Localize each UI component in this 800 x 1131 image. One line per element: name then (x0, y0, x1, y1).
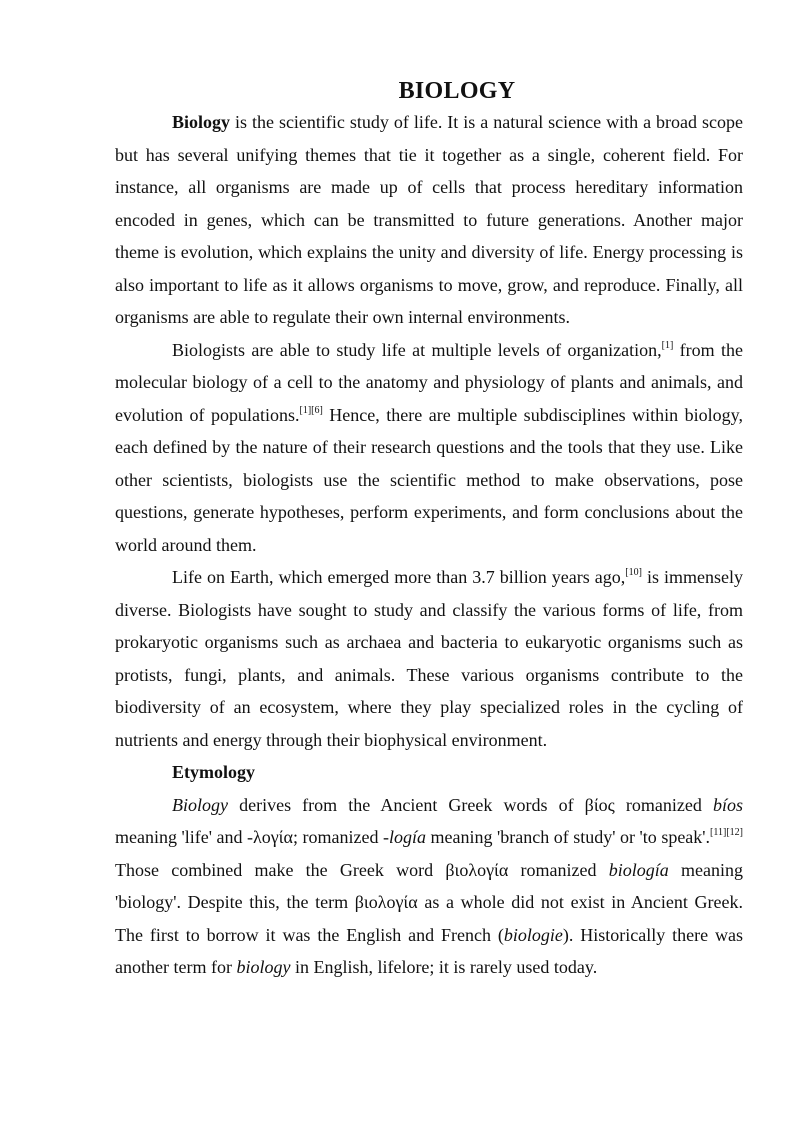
paragraph-text: meaning 'biology'. Despite this, the term βιολογία as a whole did not exist in Ancient Greek. The first to borrow it was the English and French ( (115, 859, 744, 945)
paragraph-text: is immensely diverse. Biologists have sought to study and classify the various forms of life, from prokaryotic organisms such as archaea and bacteria to eukaryotic organisms such as protists, fungi, plants, and animals. These various organisms contribute to the biodiversity of an ecosystem, where they play specialized roles in the cycling of nutrients and energy through their biophysical environment. (115, 567, 743, 750)
italic-term: biology (236, 957, 291, 977)
paragraph-intro (115, 106, 743, 334)
citation-ref[interactable]: [11][12] (710, 827, 743, 838)
citation-ref[interactable]: [1][6] (299, 404, 323, 416)
paragraph-levels (115, 334, 743, 562)
paragraph-text: ). Historically there was another term for (115, 924, 744, 977)
paragraph-etymology (115, 789, 743, 984)
document-page (115, 76, 743, 984)
paragraph-text: Life on Earth, which emerged more than 3.7 billion years ago, (172, 567, 626, 587)
italic-term: biología (608, 859, 669, 880)
paragraph-text: is the scientific study of life. It is a natural science with a broad scope but has several unifying themes that tie it together as a single, coherent field. For instance, all organisms are made up of cells that process hereditary information encoded in genes, which can be transmitted to future generations. Another major theme is evolution, which explains the unity and diversity of life. Energy processing is also important to life as it allows organisms to move, grow, and reproduce. Finally, all organisms are able to regulate their own internal environments. (115, 112, 743, 327)
paragraph-text: Those combined make the Greek word βιολογία romanized (115, 859, 609, 880)
italic-term: biologie (503, 924, 563, 945)
document-title: BIOLOGY (398, 78, 516, 104)
paragraph-text: Hence, there are multiple subdisciplines within biology, each defined by the nature of their research questions and the tools that they use. Like other scientists, biologists use the scientific method to make observations, pose questions, generate hypotheses, perform experiments, and form conclusions about the world around them. (115, 404, 744, 555)
term-biology: Biology (172, 112, 231, 132)
paragraph-text: derives from the Ancient Greek words of βίος romanized (228, 794, 713, 815)
italic-term: Biology (172, 794, 228, 815)
paragraph-text: in English, lifelore; it is rarely used today. (290, 957, 598, 977)
citation-ref[interactable]: [10] (625, 567, 642, 578)
paragraph-text: meaning 'branch of study' or 'to speak'. (425, 827, 711, 847)
paragraph-text: Biologists are able to study life at multiple levels of organization, (172, 339, 662, 360)
paragraph-text: meaning 'life' and -λογία; romanized - (115, 827, 389, 847)
italic-term: bíos (712, 794, 743, 815)
citation-ref[interactable]: [1] (661, 339, 674, 351)
paragraph-diversity (115, 561, 743, 756)
italic-term: logía (388, 827, 426, 847)
paragraph-text: from the molecular biology of a cell to the anatomy and physiology of plants and animals, and evolution of populations. (115, 339, 743, 425)
section-heading-etymology: Etymology (172, 762, 255, 782)
